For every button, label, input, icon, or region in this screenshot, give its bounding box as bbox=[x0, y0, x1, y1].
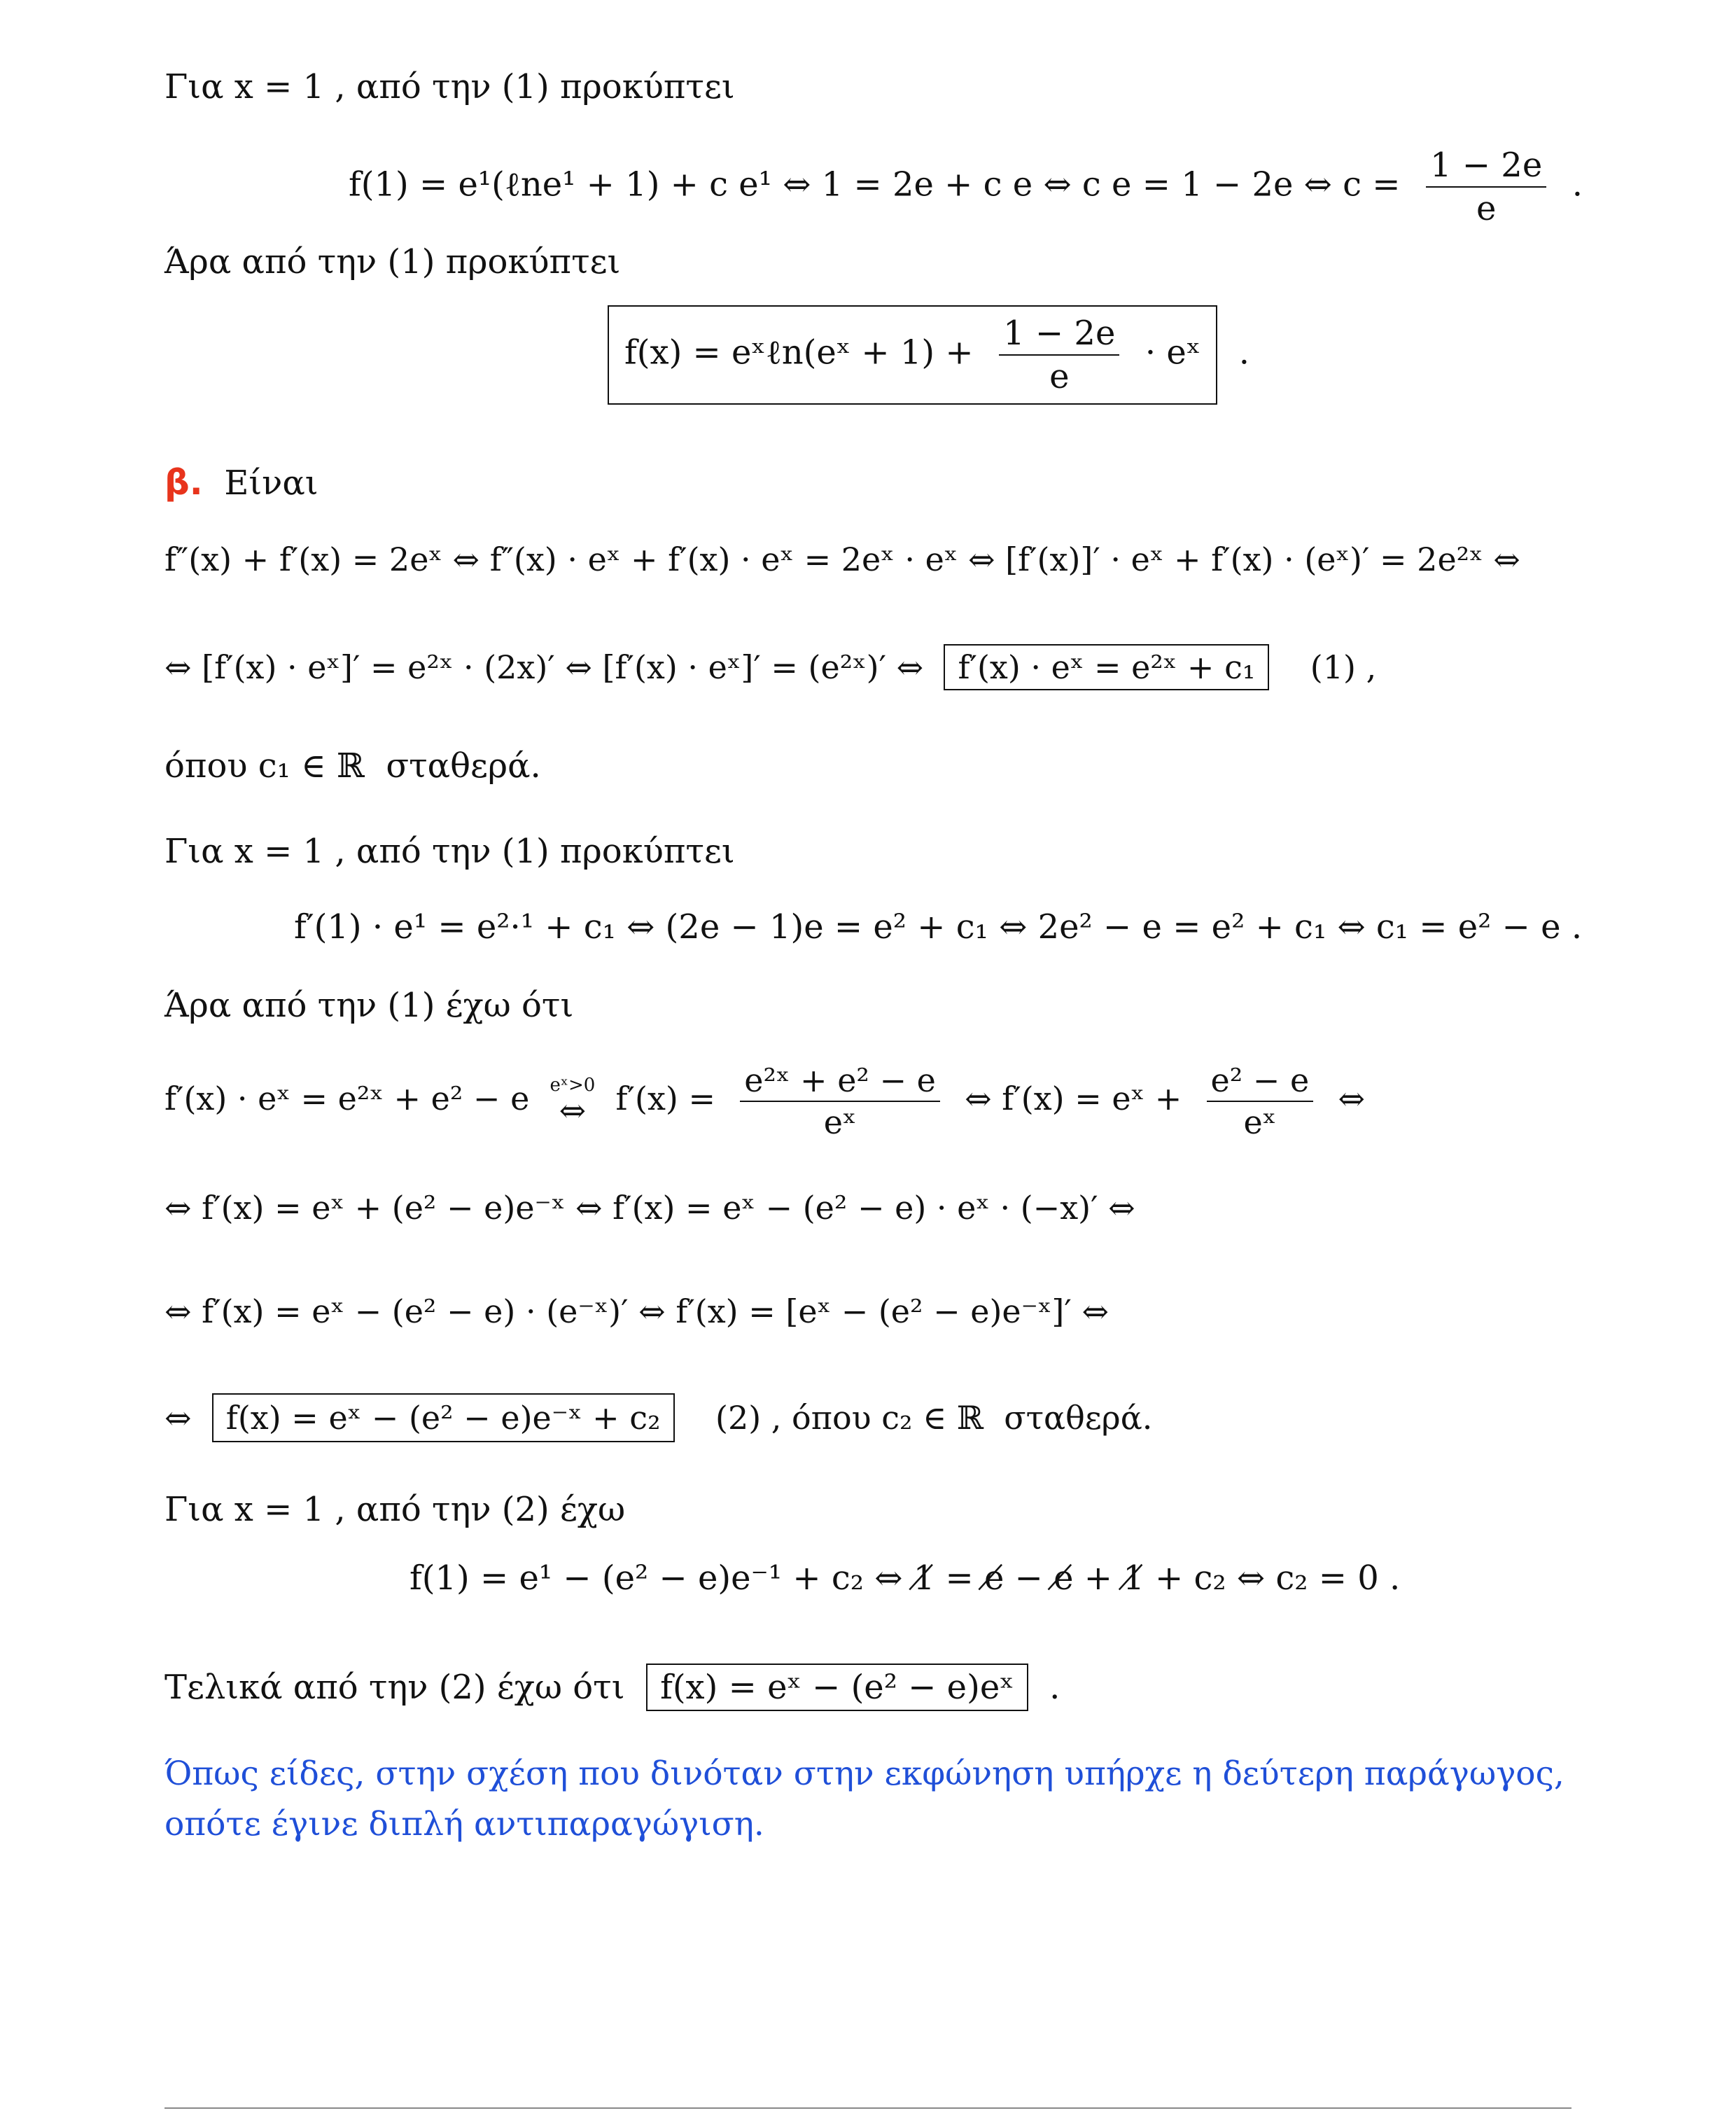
equation-line: ⇔ [f′(x) · eˣ]′ = e²ˣ · (2x)′ ⇔ [f′(x) · eˣ]′ = (e²ˣ)′ ⇔ f′(x) · eˣ = e²ˣ + c₁ (1) , bbox=[164, 644, 1376, 690]
text-line: Άρα από την (1) έχω ότι bbox=[164, 986, 574, 1025]
equation-line: Τελικά από την (2) έχω ότι f(x) = eˣ − (e² − e)eˣ . bbox=[164, 1664, 1060, 1711]
text-line: Άρα από την (1) προκύπτει bbox=[164, 242, 621, 281]
fraction: $\frac{\text{e² − e}}{\text{eˣ}}$ bbox=[1207, 1064, 1314, 1138]
fraction: $\frac{1 - 2e}{e}$ bbox=[1426, 148, 1546, 225]
comment-line: οπότε έγινε διπλή αντιπαραγώγιση. bbox=[164, 1805, 764, 1843]
text-line: όπου c₁ ∈ ℝ σταθερά. bbox=[164, 746, 541, 786]
boxed-result: f(x) = eˣℓn(eˣ + 1) + $\frac{1 - 2e}{e}$ · eˣ bbox=[608, 305, 1217, 405]
conditional-arrow: eˣ>0 ⇔ bbox=[550, 1075, 596, 1129]
equation-line: ⇔ f(x) = eˣ − (e² − e)e⁻ˣ + c₂ (2) , όπου c₂ ∈ ℝ σταθερά. bbox=[164, 1393, 1152, 1442]
equation-line: f(1) = e¹(ℓne¹ + 1) + c e¹ ⇔ 1 = 2e + c e ⇔ c e = 1 − 2e ⇔ c = $\frac{1 - 2e}{e}$ . bbox=[349, 146, 1583, 228]
fraction: $\frac{1 - 2e}{e}$ bbox=[999, 316, 1119, 393]
equation-line: f(1) = e¹ − (e² − e)e⁻¹ + c₂ ⇔ 1̸ = e̸ − e̸ + 1̸ + c₂ ⇔ c₂ = 0 . bbox=[410, 1558, 1401, 1598]
equation-line: f′(1) · e¹ = e²·¹ + c₁ ⇔ (2e − 1)e = e² + c₁ ⇔ 2e² − e = e² + c₁ ⇔ c₁ = e² − e . bbox=[294, 907, 1583, 947]
text-line: Για x = 1 , από την (1) προκύπτει bbox=[164, 832, 735, 871]
fraction: $\frac{\text{e²ˣ + e² − e}}{\text{eˣ}}$ bbox=[740, 1064, 940, 1138]
boxed-result: f(x) = eˣ − (e² − e)eˣ bbox=[646, 1664, 1028, 1711]
section-heading: β. Είναι bbox=[164, 462, 318, 503]
equation-line: ⇔ f′(x) = eˣ + (e² − e)e⁻ˣ ⇔ f′(x) = eˣ − (e² − e) · eˣ · (−x)′ ⇔ bbox=[164, 1189, 1135, 1227]
equation-line: f″(x) + f′(x) = 2eˣ ⇔ f″(x) · eˣ + f′(x) · eˣ = 2eˣ · eˣ ⇔ [f′(x)]′ · eˣ + f′(x) · (eˣ)′ = 2e²ˣ ⇔ bbox=[164, 541, 1520, 578]
text-line: Για x = 1 , από την (2) έχω bbox=[164, 1490, 626, 1529]
boxed-result: f(x) = eˣ − (e² − e)e⁻ˣ + c₂ bbox=[212, 1393, 675, 1442]
text-line: Για x = 1 , από την (1) προκύπτει bbox=[164, 67, 735, 106]
equation-line: f′(x) · eˣ = e²ˣ + e² − e eˣ>0 ⇔ f′(x) = $\frac{\text{e²ˣ + e² − e}}{\text{eˣ}}$ ⇔ f′(x) = eˣ + $\frac{\text{e² − e}}{\text{eˣ}}$ ⇔ bbox=[164, 1061, 1365, 1141]
comment-line: Όπως είδες, στην σχέση που δινόταν στην εκφώνηση υπήρχε η δεύτερη παράγωγος, bbox=[164, 1755, 1564, 1793]
boxed-result: f′(x) · eˣ = e²ˣ + c₁ bbox=[944, 644, 1269, 690]
footer-divider bbox=[164, 2107, 1572, 2109]
equation-line: ⇔ f′(x) = eˣ − (e² − e) · (e⁻ˣ)′ ⇔ f′(x) = [eˣ − (e² − e)e⁻ˣ]′ ⇔ bbox=[164, 1292, 1109, 1330]
equation-line: f(x) = eˣℓn(eˣ + 1) + $\frac{1 - 2e}{e}$ · eˣ . bbox=[608, 305, 1250, 405]
